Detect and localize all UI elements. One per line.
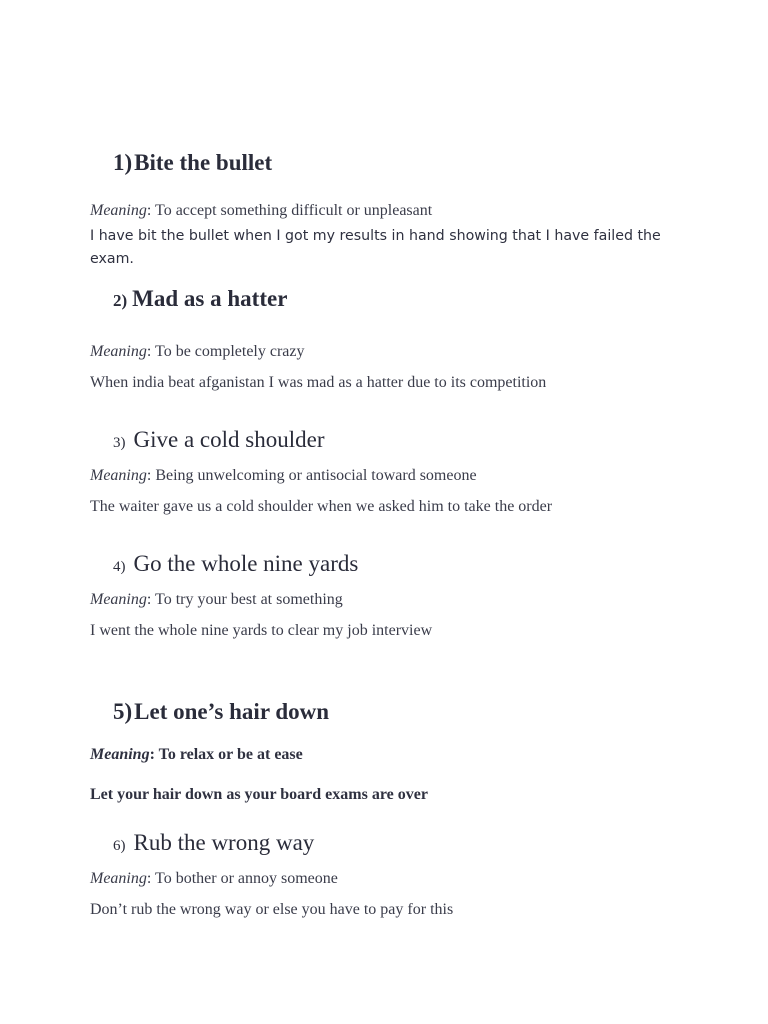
idiom-3-number: 3) <box>113 435 126 451</box>
idiom-6-number: 6) <box>113 838 126 854</box>
meaning-label: Meaning <box>90 746 150 763</box>
idiom-2-title: Mad as a hatter <box>132 286 288 311</box>
meaning-label: Meaning <box>90 467 147 484</box>
idiom-4-title: Go the whole nine yards <box>133 551 359 576</box>
meaning-label: Meaning <box>90 870 147 887</box>
idiom-6-heading <box>113 830 314 856</box>
idiom-5-meaning <box>90 746 303 764</box>
meaning-text: : To relax or be at ease <box>149 746 303 763</box>
meaning-label: Meaning <box>90 202 147 219</box>
idiom-4-number: 4) <box>113 559 126 575</box>
idiom-1-title: Bite the bullet <box>134 150 273 175</box>
idiom-6-meaning <box>90 870 338 888</box>
idiom-5-number: 5) <box>113 699 133 724</box>
meaning-text: : To bother or annoy someone <box>146 870 338 887</box>
idiom-2-example: When india beat afganistan I was mad as a hatter due to its competition <box>90 374 547 391</box>
idiom-4-heading <box>113 551 358 577</box>
idiom-1-number: 1) <box>113 150 133 175</box>
meaning-text: : Being unwelcoming or antisocial toward someone <box>146 467 477 484</box>
idiom-1-example: I have bit the bullet when I got my results in hand showing that I have failed the exam. <box>90 228 661 267</box>
idiom-4-meaning <box>90 591 343 609</box>
idiom-3-example: The waiter gave us a cold shoulder when we asked him to take the order <box>90 498 553 515</box>
idiom-6-title: Rub the wrong way <box>133 830 315 855</box>
idiom-1-meaning <box>90 202 432 220</box>
idiom-2-meaning <box>90 343 305 361</box>
idiom-4-example: I went the whole nine yards to clear my job interview <box>90 622 433 639</box>
meaning-text: : To try your best at something <box>146 591 343 608</box>
meaning-label: Meaning <box>90 343 147 360</box>
idiom-2-heading <box>113 286 287 312</box>
idiom-3-heading <box>113 427 324 453</box>
idiom-6-example: Don’t rub the wrong way or else you have to pay for this <box>90 901 454 918</box>
idiom-3-title: Give a cold shoulder <box>133 427 325 452</box>
meaning-text: : To be completely crazy <box>146 343 305 360</box>
idiom-5-heading <box>113 699 329 725</box>
idiom-5-title: Let one’s hair down <box>134 699 330 724</box>
idiom-1-heading <box>113 150 272 176</box>
meaning-label: Meaning <box>90 591 147 608</box>
idiom-3-meaning <box>90 467 477 485</box>
idiom-2-number: 2) <box>113 291 128 310</box>
meaning-text: : To accept something difficult or unpleasant <box>146 202 433 219</box>
idiom-5-example: Let your hair down as your board exams are over <box>90 786 428 803</box>
